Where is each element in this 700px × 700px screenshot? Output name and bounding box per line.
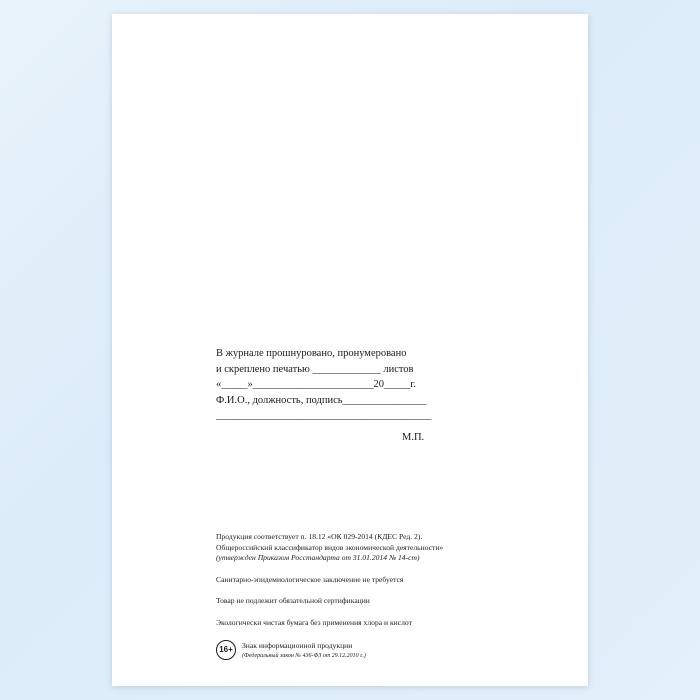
age-rating-badge-icon: 16+ bbox=[216, 640, 236, 660]
certification-line-3: «_____»_______________________20_____г. bbox=[216, 379, 416, 390]
certification-line-5: _________________________________________ bbox=[216, 410, 432, 421]
age-rating-text bbox=[242, 639, 366, 661]
legal-line: Санитарно-эпидемиологическое заключение не требуется bbox=[216, 574, 404, 584]
age-rating-row bbox=[216, 639, 546, 661]
legal-line: Общероссийский классификатор видов экономической деятельности» bbox=[216, 542, 444, 552]
age-rating-law: (Федеральный закон № 436-ФЗ от 29.12.2010 г.) bbox=[242, 652, 366, 659]
certification-line-1: В журнале прошнуровано, пронумеровано bbox=[216, 348, 407, 359]
legal-paragraph-sanitary-conclusion bbox=[216, 575, 546, 586]
legal-line: Продукция соответствует п. 18.12 «ОК 029-2014 (КДЕС Ред. 2). bbox=[216, 532, 423, 541]
certification-block bbox=[216, 346, 536, 424]
legal-line-italic: (утвержден Приказом Росстандарта от 31.01.2014 № 14-ст) bbox=[216, 553, 420, 562]
seal-mark: М.П. bbox=[402, 432, 425, 443]
legal-line: Экологически чистая бумага без применения хлора и кислот bbox=[216, 617, 412, 627]
certification-line-4: Ф.И.О., должность, подпись________________ bbox=[216, 394, 427, 406]
document-page bbox=[112, 14, 588, 686]
legal-block bbox=[216, 532, 546, 661]
legal-paragraph-certification-not-required bbox=[216, 596, 546, 607]
age-rating-label: Знак информационной продукции bbox=[242, 641, 353, 650]
certification-line-2: и скреплено печатью _____________ листов bbox=[216, 363, 414, 375]
legal-paragraph-eco-paper bbox=[216, 618, 546, 629]
legal-line: Товар не подлежит обязательной сертификации bbox=[216, 596, 370, 605]
legal-paragraph-product-compliance bbox=[216, 532, 546, 564]
